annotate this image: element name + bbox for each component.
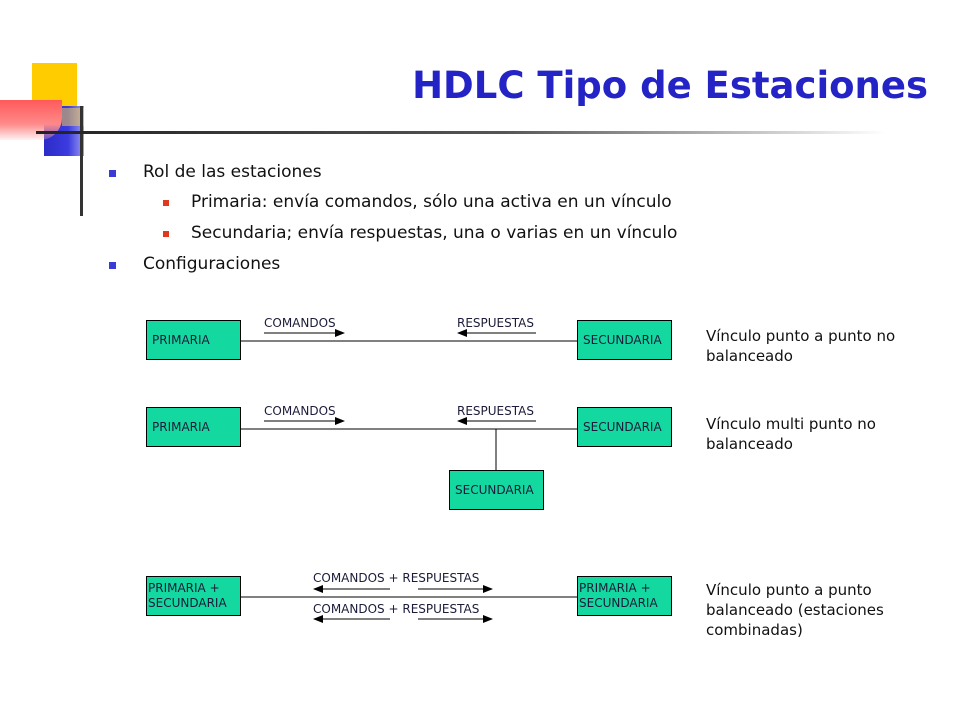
link-description: Vínculo punto a punto no balanceado <box>706 327 896 365</box>
box-line: PRIMARIA + <box>579 581 651 595</box>
commands-responses-label-top: COMANDOS + RESPUESTAS <box>313 571 480 585</box>
responses-label: RESPUESTAS <box>457 404 534 418</box>
secondary-station-box: SECUNDARIA <box>577 320 672 360</box>
secondary-station-box-drop: SECUNDARIA <box>449 470 544 510</box>
commands-label: COMANDOS <box>264 404 336 418</box>
responses-label: RESPUESTAS <box>457 316 534 330</box>
bullet-text: Primaria: envía comandos, sólo una activa en un vínculo <box>191 192 672 212</box>
slide-title: HDLC Tipo de Estaciones <box>412 64 928 107</box>
primary-station-box: PRIMARIA <box>146 407 241 447</box>
bullet-text: Secundaria; envía respuestas, una o varias en un vínculo <box>191 223 678 243</box>
link-description: Vínculo multi punto no balanceado <box>706 415 876 453</box>
combined-station-box-right <box>577 576 672 616</box>
secondary-station-box: SECUNDARIA <box>577 407 672 447</box>
bullet-text: Rol de las estaciones <box>143 162 322 182</box>
commands-responses-label-bottom: COMANDOS + RESPUESTAS <box>313 602 480 616</box>
box-line: SECUNDARIA <box>579 596 658 610</box>
box-line: SECUNDARIA <box>148 596 227 610</box>
bullet-text: Configuraciones <box>143 254 281 274</box>
link-description: Vínculo punto a punto balanceado (estaciones combinadas) <box>706 581 884 639</box>
box-line: PRIMARIA + <box>148 581 220 595</box>
combined-station-box-left <box>146 576 241 616</box>
commands-label: COMANDOS <box>264 316 336 330</box>
primary-station-box: PRIMARIA <box>146 320 241 360</box>
